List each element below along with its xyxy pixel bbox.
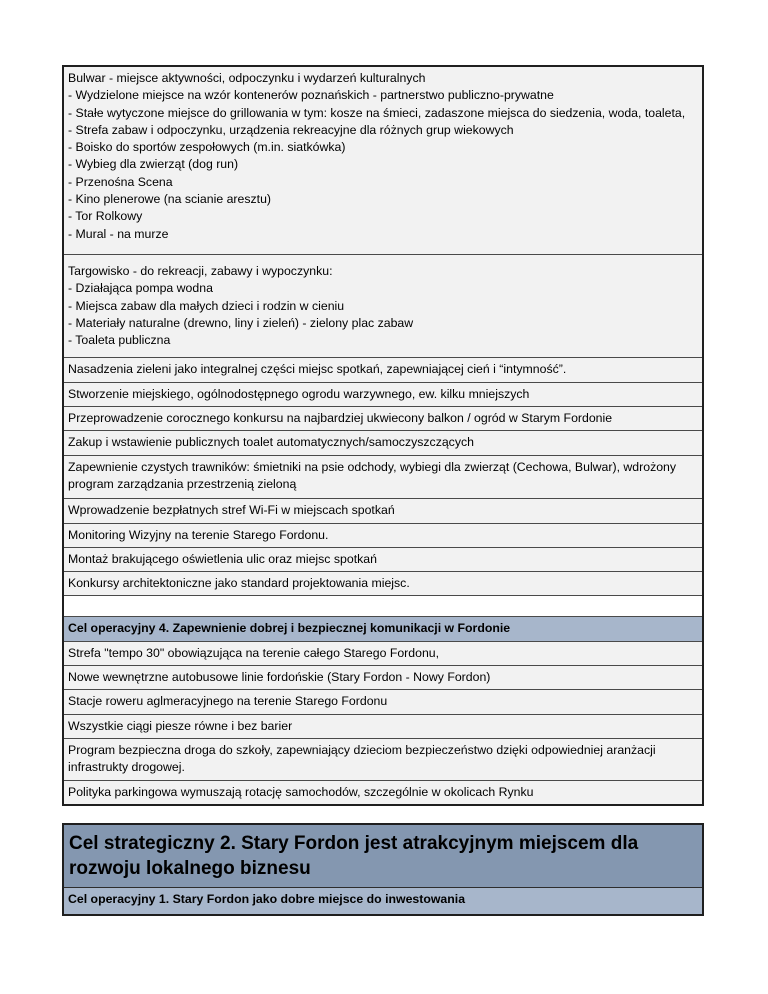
cell-line: Przeprowadzenie corocznego konkursu na najbardziej ukwiecony balkon / ogród w Starym Fordonie xyxy=(68,411,613,426)
cell-line: Monitoring Wizyjny na terenie Starego Fordonu. xyxy=(68,527,329,542)
cell-line: Polityka parkingowa wymuszają rotację samochodów, szczególnie w okolicach Rynku xyxy=(68,784,534,799)
cell-line: Stworzenie miejskiego, ogólnodostępnego ogrodu warzywnego, ew. kilku mniejszych xyxy=(68,386,530,401)
operational-goal-header: Cel operacyjny 1. Stary Fordon jako dobre miejsce do inwestowania xyxy=(64,888,702,914)
strategic-goal-header: Cel strategiczny 2. Stary Fordon jest atrakcyjnym miejscem dla rozwoju lokalnego biznesu xyxy=(64,825,702,888)
table-row xyxy=(64,548,702,572)
cell-line: - Tor Rolkowy xyxy=(68,209,143,224)
table-row xyxy=(64,407,702,431)
cell-line: - Boisko do sportów zespołowych (m.in. siatkówka) xyxy=(68,140,346,155)
table-row xyxy=(64,715,702,739)
table-row xyxy=(64,642,702,666)
table-row-bulwar xyxy=(64,67,702,255)
cell-line: Zakup i wstawienie publicznych toalet automatycznych/samoczyszczących xyxy=(68,435,474,450)
table-section-2 xyxy=(62,823,704,916)
table-row xyxy=(64,383,702,407)
cell-line: Konkursy architektoniczne jako standard projektowania miejsc. xyxy=(68,576,410,591)
cell-line: - Wybieg dla zwierząt (dog run) xyxy=(68,157,239,172)
table-row xyxy=(64,456,702,500)
cell-line: - Miejsca zabaw dla małych dzieci i rodzin w cieniu xyxy=(68,298,345,313)
cell-line: Wszystkie ciągi piesze równe i bez barier xyxy=(68,718,293,733)
cell-line: - Strefa zabaw i odpoczynku, urządzenia rekreacyjne dla różnych grup wiekowych xyxy=(68,122,514,137)
table-row xyxy=(64,499,702,523)
cell-line: - Wydzielone miejsce na wzór kontenerów poznańskich - partnerstwo publiczno-prywatne xyxy=(68,88,554,103)
cell-line: Wprowadzenie bezpłatnych stref Wi-Fi w miejscach spotkań xyxy=(68,503,395,518)
blank-row xyxy=(64,596,702,617)
table-row xyxy=(64,666,702,690)
cell-line: Nowe wewnętrzne autobusowe linie fordońskie (Stary Fordon - Nowy Fordon) xyxy=(68,670,491,685)
cell-line: Nasadzenia zieleni jako integralnej części miejsc spotkań, zapewniającej cień i “intymność”. xyxy=(68,362,567,377)
table-row xyxy=(64,690,702,714)
operational-goal-header: Cel operacyjny 4. Zapewnienie dobrej i bezpiecznej komunikacji w Fordonie xyxy=(64,617,702,641)
cell-line: Montaż brakującego oświetlenia ulic oraz miejsc spotkań xyxy=(68,551,377,566)
table-row xyxy=(64,524,702,548)
cell-line: Stacje roweru aglmeracyjnego na terenie Starego Fordonu xyxy=(68,694,388,709)
cell-line: - Działająca pompa wodna xyxy=(68,281,213,296)
table-section-1 xyxy=(62,65,704,806)
cell-line: - Mural - na murze xyxy=(68,226,169,241)
cell-line: - Kino plenerowe (na scianie aresztu) xyxy=(68,192,272,207)
cell-line: Bulwar - miejsce aktywności, odpoczynku i wydarzeń kulturalnych xyxy=(68,71,426,85)
table-row-targowisko xyxy=(64,255,702,358)
table-row xyxy=(64,358,702,382)
cell-line: - Przenośna Scena xyxy=(68,174,173,189)
table-row xyxy=(64,781,702,804)
table-row xyxy=(64,431,702,455)
cell-line: - Stałe wytyczone miejsce do grillowania w tym: kosze na śmieci, zadaszone miejsca do siedzenia, woda, toaleta, xyxy=(68,105,686,120)
table-row xyxy=(64,739,702,781)
cell-line: Program bezpieczna droga do szkoły, zapewniający dzieciom bezpieczeństwo dzięki odpowiedniej aranżacji infrastrukty drogowej. xyxy=(68,742,656,775)
table-row xyxy=(64,572,702,596)
cell-line: Zapewnienie czystych trawników: śmietniki na psie odchody, wybiegi dla zwierząt (Cechowa, Bulwar), wdrożony program zarządzania przestrzenią zieloną xyxy=(68,459,677,491)
cell-line: Targowisko - do rekreacji, zabawy i wypoczynku: xyxy=(68,263,333,278)
cell-line: Strefa "tempo 30" obowiązująca na terenie całego Starego Fordonu, xyxy=(68,645,440,660)
cell-line: - Toaleta publiczna xyxy=(68,333,171,348)
cell-line: - Materiały naturalne (drewno, liny i zieleń) - zielony plac zabaw xyxy=(68,315,414,330)
